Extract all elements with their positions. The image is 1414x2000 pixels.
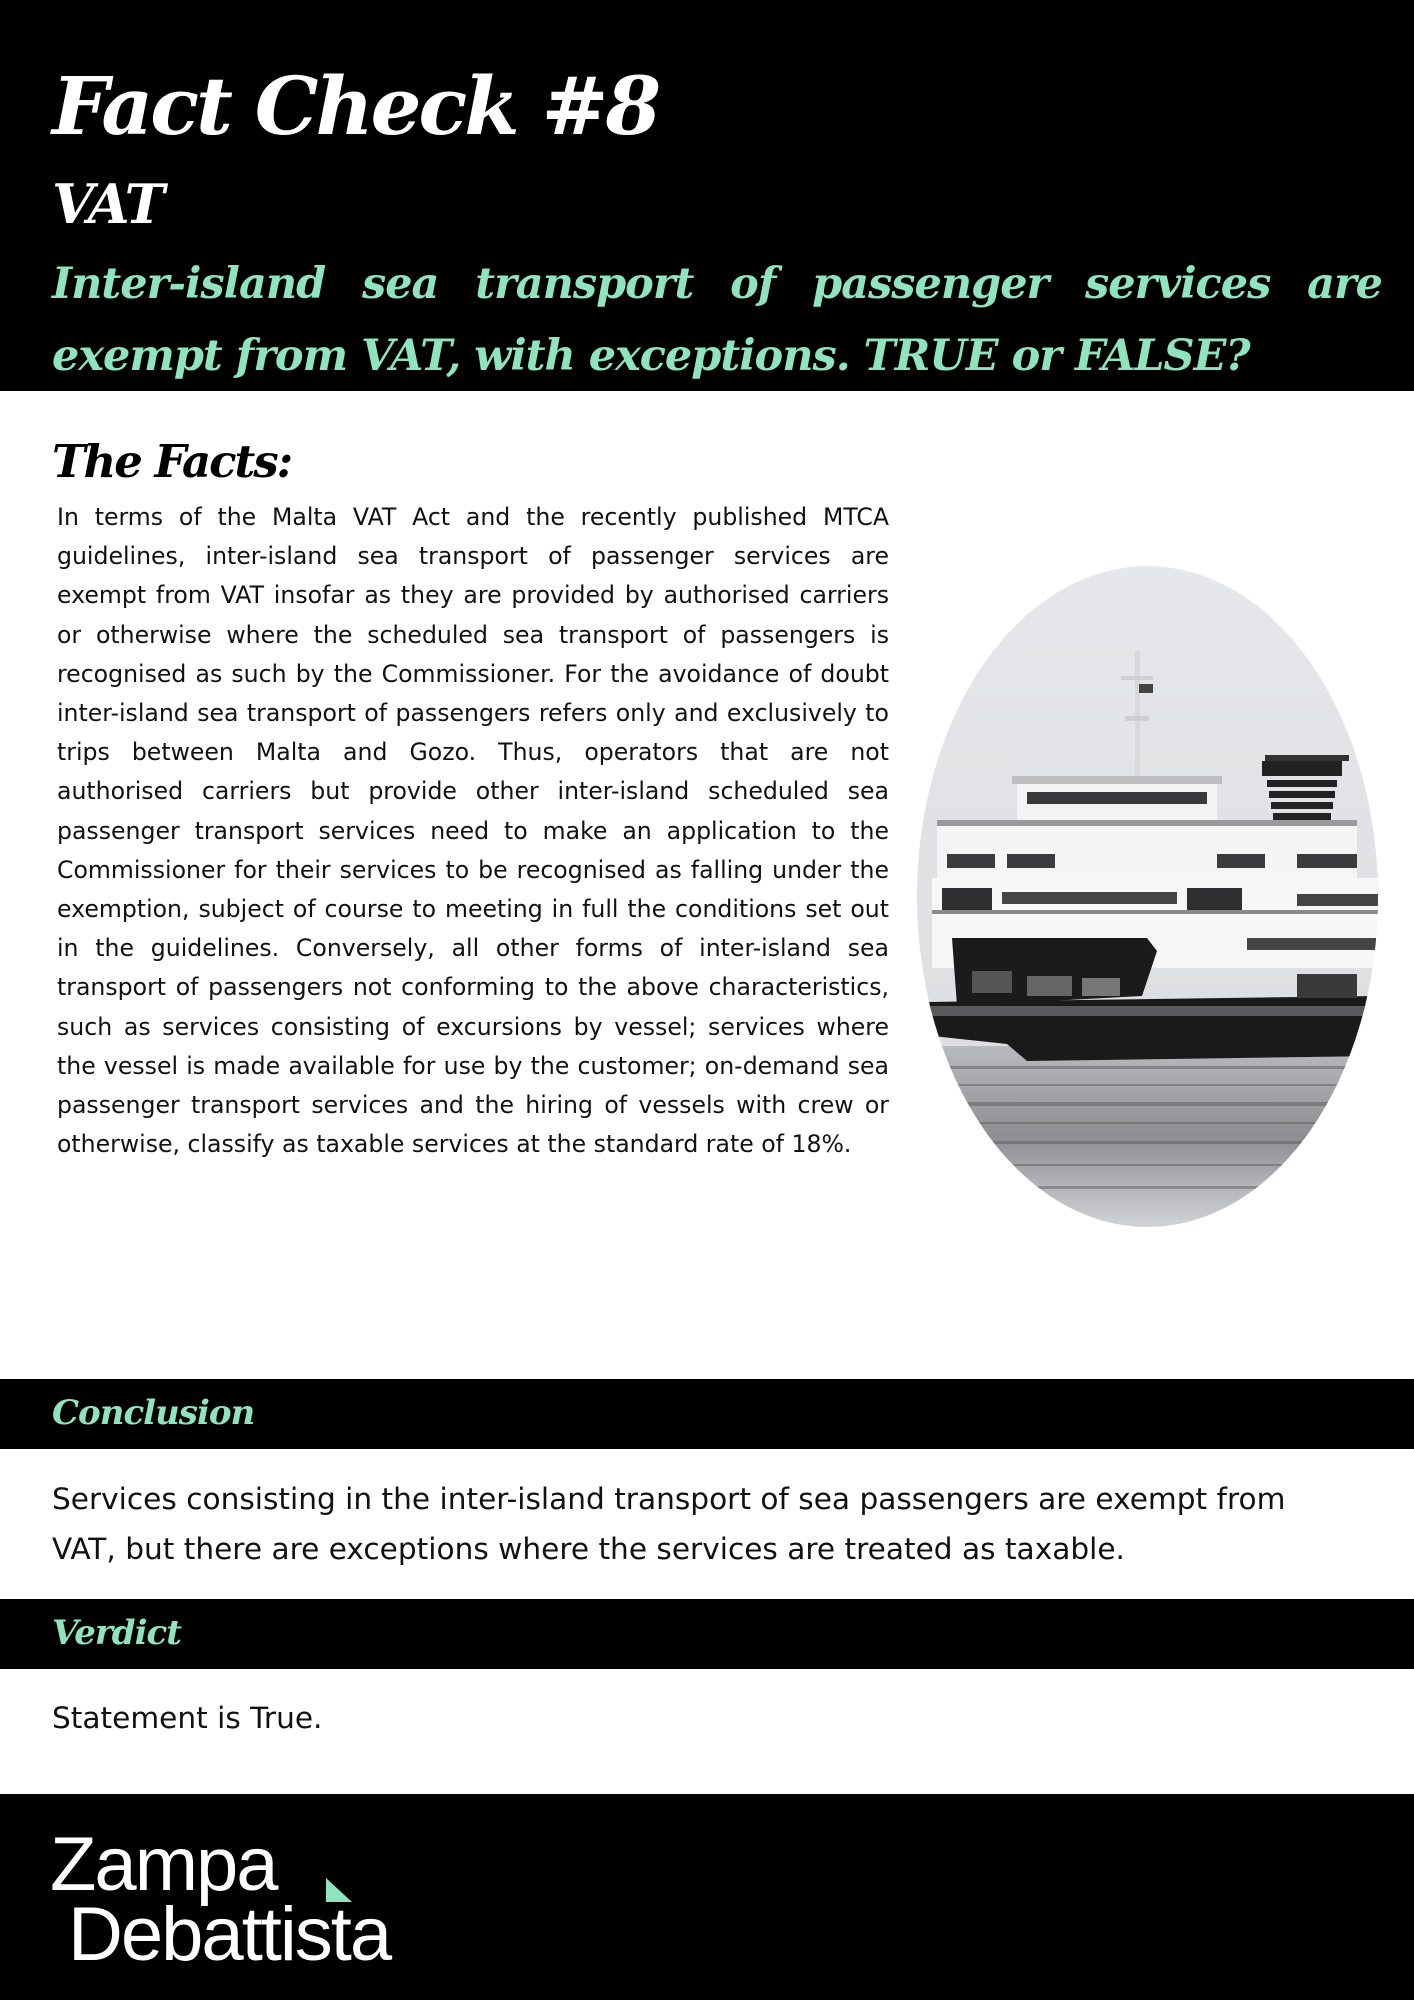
verdict-label: Verdict [52, 1613, 181, 1653]
verdict-band [0, 1599, 1414, 1669]
footer [0, 1794, 1414, 2000]
conclusion-band [0, 1379, 1414, 1449]
ferry-photo [917, 566, 1378, 1227]
conclusion-label: Conclusion [52, 1393, 255, 1433]
subject-heading: VAT [52, 172, 163, 236]
facts-heading: The Facts: [52, 435, 292, 488]
fact-check-question: Inter-island sea transport of passenger services are exempt from VAT, with exceptions. TRUE or FALSE? [52, 259, 1382, 381]
header-banner [0, 0, 1414, 391]
conclusion-text: Services consisting in the inter-island transport of sea passengers are exempt from VAT, but there are exceptions where the services are treated as taxable. [52, 1482, 1286, 1566]
verdict-text: Statement is True. [52, 1701, 323, 1735]
logo-text-zampa: Zampa [50, 1822, 277, 1907]
facts-body: In terms of the Malta VAT Act and the recently published MTCA guidelines, inter-island sea transport of passenger services are exempt from VAT insofar as they are provided by authorised carriers or otherwise where the scheduled sea transport of passengers is recognised as such by the Commissioner. For the avoidance of doubt inter-island sea transport of passengers refers only and exclusively to trips between Malta and Gozo. Thus, operators that are not authorised carriers but provide other inter-island scheduled sea passenger transport services need to make an application to the Commissioner for their services to be recognised as falling under the exemption, subject of course to meeting in full the conditions set out in the guidelines. Conversely, all other forms of inter-island sea transport of passengers not conforming to the above characteristics, such as services consisting of excursions by vessel; services where the vessel is made available for use by the customer; on-demand sea passenger transport services and the hiring of vessels with crew or otherwise, classify as taxable services at the standard rate of 18%. [57, 503, 889, 1159]
page-title: Fact Check #8 [52, 59, 659, 153]
logo-text-debattista: Debattista [68, 1892, 391, 1977]
